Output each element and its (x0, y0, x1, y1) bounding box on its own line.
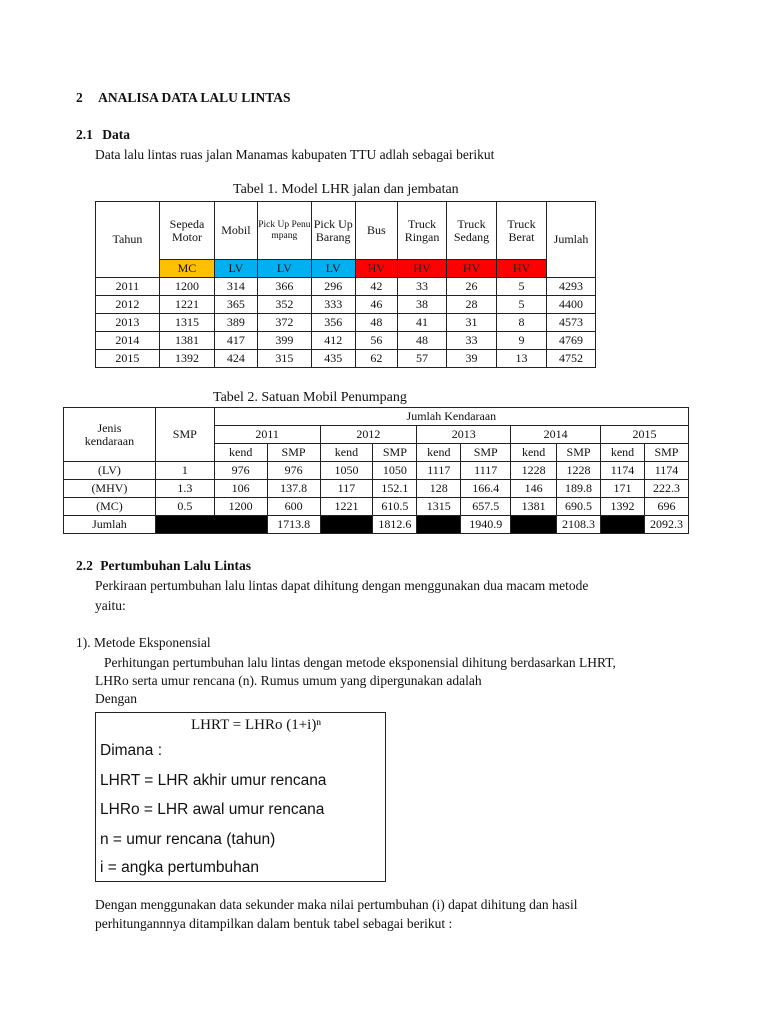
col-header: Jumlah (547, 202, 596, 278)
sub-header: SMP (644, 444, 688, 462)
year-header: 2015 (601, 426, 689, 444)
total-cell: 1713.8 (267, 516, 320, 534)
type-cell: HV (398, 260, 447, 278)
col-header: Bus (355, 202, 398, 260)
table-cell: 372 (257, 314, 311, 332)
table-cell: 4769 (547, 332, 596, 350)
table-cell: 48 (355, 314, 398, 332)
table-cell: 389 (215, 314, 258, 332)
col-header: Mobil (215, 202, 258, 260)
table-cell: 1050 (320, 462, 373, 480)
subsection-title: Pertumbuhan Lalu Lintas (100, 558, 252, 573)
total-label: Jumlah (64, 516, 156, 534)
col-header: Sepeda Motor (159, 202, 214, 260)
table-cell: 1221 (320, 498, 373, 516)
paragraph-line: Dengan menggunakan data sekunder maka nilai pertumbuhan (i) dapat dihitung dan hasil (95, 897, 578, 912)
section-title: ANALISA DATA LALU LINTAS (98, 90, 291, 105)
table-cell: 366 (257, 278, 311, 296)
formula-definition: n = umur rencana (tahun) (100, 831, 276, 848)
type-cell: LV (257, 260, 311, 278)
table1-header-row (96, 202, 596, 260)
formula-equation: LHRT = LHRo (1+i)ⁿ (191, 717, 322, 733)
table-cell: 1315 (417, 498, 461, 516)
table-cell: 976 (267, 462, 320, 480)
table-cell: 1228 (511, 462, 557, 480)
table-cell: 399 (257, 332, 311, 350)
blank-cell (601, 516, 645, 534)
paragraph-line: Perhitungan pertumbuhan lalu lintas dengan metode eksponensial dihitung berdasarkan LHRT, (104, 655, 616, 670)
table-cell: 365 (215, 296, 258, 314)
col-header: Pick Up Penumpang (257, 202, 311, 260)
table-cell: 1392 (159, 350, 214, 368)
table2-caption: Tabel 2. Satuan Mobil Penumpang (213, 390, 407, 405)
sub-header: SMP (557, 444, 601, 462)
table-row (64, 498, 689, 516)
table-cell: 2013 (96, 314, 160, 332)
table-cell: 117 (320, 480, 373, 498)
table-row (64, 462, 689, 480)
table2-total-row (64, 516, 689, 534)
table-cell: 352 (257, 296, 311, 314)
table-cell: 1117 (417, 462, 461, 480)
table-cell: 48 (398, 332, 447, 350)
formula-box (95, 712, 386, 882)
blank-cell (320, 516, 373, 534)
sub-header: kend (214, 444, 267, 462)
subsection-data-heading (76, 127, 130, 143)
data-intro-text: Data lalu lintas ruas jalan Manamas kabupaten TTU adlah sebagai berikut (95, 147, 495, 162)
table-cell: 33 (447, 332, 497, 350)
table1-caption: Tabel 1. Model LHR jalan dan jembatan (233, 182, 459, 197)
table-cell: 13 (497, 350, 547, 368)
col-header: Jenis kendaraan (64, 408, 156, 462)
table-cell: 1200 (159, 278, 214, 296)
formula-definition: LHRT = LHR akhir umur rencana (100, 772, 327, 789)
paragraph-line: LHRo serta umur rencana (n). Rumus umum yang dipergunakan adalah (95, 673, 482, 688)
table-cell: 137.8 (267, 480, 320, 498)
table-cell: 1 (155, 462, 214, 480)
col-header: Pick Up Barang (311, 202, 355, 260)
table-cell: 2015 (96, 350, 160, 368)
table-cell: 4573 (547, 314, 596, 332)
table-row (96, 332, 596, 350)
table-cell: 152.1 (373, 480, 417, 498)
section-heading (76, 90, 291, 106)
sub-header: SMP (373, 444, 417, 462)
table-cell: 657.5 (461, 498, 511, 516)
table-cell: 1392 (601, 498, 645, 516)
blank-cell (511, 516, 557, 534)
section-number: 2 (76, 90, 83, 105)
sub-header: kend (320, 444, 373, 462)
table-cell: 1315 (159, 314, 214, 332)
table-cell: (MC) (64, 498, 156, 516)
table-cell: 222.3 (644, 480, 688, 498)
table-cell: 1174 (601, 462, 645, 480)
table-cell: 2011 (96, 278, 160, 296)
paragraph-line: Dengan (95, 691, 137, 706)
table-cell: 171 (601, 480, 645, 498)
table-row (64, 480, 689, 498)
table-cell: 1228 (557, 462, 601, 480)
sub-header: kend (601, 444, 645, 462)
paragraph-line: perhitungannnya ditampilkan dalam bentuk tabel sebagai berikut : (95, 916, 453, 931)
table-cell: 33 (398, 278, 447, 296)
type-cell: HV (447, 260, 497, 278)
year-header: 2014 (511, 426, 601, 444)
table-cell: 31 (447, 314, 497, 332)
type-cell: LV (311, 260, 355, 278)
table-cell: 696 (644, 498, 688, 516)
table-cell: 424 (215, 350, 258, 368)
table-cell: 1050 (373, 462, 417, 480)
table-cell: 417 (215, 332, 258, 350)
year-header: 2012 (320, 426, 417, 444)
table-cell: 41 (398, 314, 447, 332)
table-cell: 56 (355, 332, 398, 350)
year-header: 2011 (214, 426, 320, 444)
table-cell: 1174 (644, 462, 688, 480)
table-cell: 4293 (547, 278, 596, 296)
table-cell: 314 (215, 278, 258, 296)
type-cell: LV (215, 260, 258, 278)
col-header: SMP (155, 408, 214, 462)
col-header: Tahun (96, 202, 160, 278)
table-cell: 1381 (159, 332, 214, 350)
total-cell: 1940.9 (461, 516, 511, 534)
table-cell: (MHV) (64, 480, 156, 498)
method-title: 1). Metode Eksponensial (76, 635, 211, 650)
table-row (96, 350, 596, 368)
table-cell: 166.4 (461, 480, 511, 498)
table-row (96, 314, 596, 332)
table-cell: 1117 (461, 462, 511, 480)
table-cell: 610.5 (373, 498, 417, 516)
table-cell: 2012 (96, 296, 160, 314)
col-header: Jumlah Kendaraan (214, 408, 688, 426)
table-cell: 39 (447, 350, 497, 368)
subsection-growth-heading (76, 558, 251, 574)
table-cell: 62 (355, 350, 398, 368)
paragraph-line: yaitu: (95, 598, 126, 613)
blank-cell (155, 516, 267, 534)
table-cell: 106 (214, 480, 267, 498)
table-cell: 5 (497, 278, 547, 296)
sub-header: kend (417, 444, 461, 462)
smp-table (63, 407, 689, 534)
table-cell: 435 (311, 350, 355, 368)
table-cell: 333 (311, 296, 355, 314)
table-cell: 296 (311, 278, 355, 296)
table-cell: 46 (355, 296, 398, 314)
table-cell: 0.5 (155, 498, 214, 516)
table-cell: 356 (311, 314, 355, 332)
type-cell: MC (159, 260, 214, 278)
col-header: Truck Berat (497, 202, 547, 260)
table-cell: 189.8 (557, 480, 601, 498)
table-cell: 600 (267, 498, 320, 516)
table-cell: 976 (214, 462, 267, 480)
table-row (96, 296, 596, 314)
table-cell: 315 (257, 350, 311, 368)
lhr-table (95, 201, 596, 368)
formula-definition: LHRo = LHR awal umur rencana (100, 801, 325, 818)
table-cell: 26 (447, 278, 497, 296)
total-cell: 1812.6 (373, 516, 417, 534)
table-cell: 4752 (547, 350, 596, 368)
table-cell: 57 (398, 350, 447, 368)
total-cell: 2092.3 (644, 516, 688, 534)
table-cell: 1200 (214, 498, 267, 516)
subsection-number: 2.1 (76, 127, 93, 142)
table1-type-row (96, 260, 596, 278)
table-cell: 412 (311, 332, 355, 350)
table-cell: 4400 (547, 296, 596, 314)
type-cell: HV (497, 260, 547, 278)
table-cell: 1221 (159, 296, 214, 314)
table-cell: 690.5 (557, 498, 601, 516)
paragraph-line: Perkiraan pertumbuhan lalu lintas dapat dihitung dengan menggunakan dua macam metode (95, 578, 589, 593)
type-cell: HV (355, 260, 398, 278)
table-row (96, 278, 596, 296)
table-cell: 2014 (96, 332, 160, 350)
year-header: 2013 (417, 426, 511, 444)
formula-definition: i = angka pertumbuhan (100, 859, 259, 876)
table-cell: 1381 (511, 498, 557, 516)
blank-cell (417, 516, 461, 534)
sub-header: SMP (267, 444, 320, 462)
table-cell: 146 (511, 480, 557, 498)
table-cell: 42 (355, 278, 398, 296)
table-cell: 28 (447, 296, 497, 314)
table-cell: 5 (497, 296, 547, 314)
subsection-number: 2.2 (76, 558, 93, 573)
table-cell: 8 (497, 314, 547, 332)
col-header: Truck Ringan (398, 202, 447, 260)
sub-header: kend (511, 444, 557, 462)
col-header: Truck Sedang (447, 202, 497, 260)
subsection-title: Data (102, 127, 130, 142)
table-cell: 9 (497, 332, 547, 350)
table-cell: 1.3 (155, 480, 214, 498)
table-cell: (LV) (64, 462, 156, 480)
total-cell: 2108.3 (557, 516, 601, 534)
table-cell: 128 (417, 480, 461, 498)
formula-dimana: Dimana : (100, 742, 163, 759)
table-cell: 38 (398, 296, 447, 314)
table2-header-row (64, 408, 689, 426)
sub-header: SMP (461, 444, 511, 462)
